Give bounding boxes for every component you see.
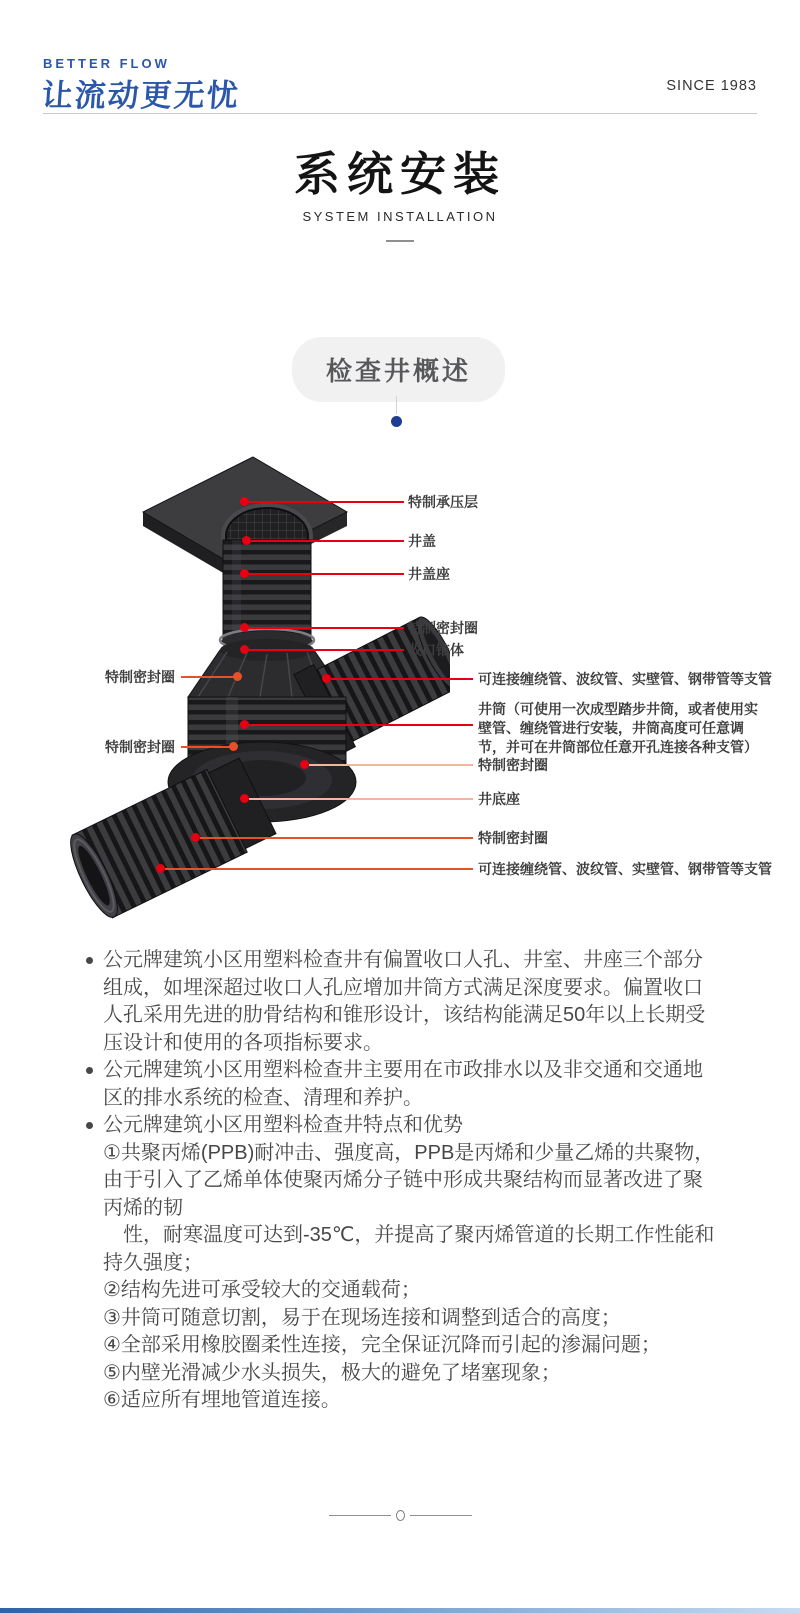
bullet-item [85, 947, 717, 1057]
footer-line-right [410, 1515, 472, 1517]
bullet-dot [86, 1067, 93, 1074]
footer-ring [396, 1510, 405, 1521]
bullet-item [85, 1057, 717, 1112]
bullet-text-usage: 公元牌建筑小区用塑料检查井主要用在市政排水以及非交通和交通地区的排水系统的检查、清理和养护。 [103, 1059, 703, 1109]
leader-line [200, 837, 473, 839]
bullet-dot [86, 1122, 93, 1129]
leader-line [249, 501, 404, 503]
bullet-text-advantages: 公元牌建筑小区用塑料检查井特点和优势 [103, 1114, 463, 1136]
anchor-dot [156, 864, 165, 873]
label-cone: 收口锥体 [408, 642, 464, 658]
anchor-dot [322, 674, 331, 683]
bullet-item [85, 1112, 717, 1140]
anchor-dot [240, 720, 249, 729]
shaft-note-line2: 壁管、缠绕管进行安装，井筒高度可任意调 [478, 720, 744, 736]
badge-connector-line [396, 396, 397, 414]
anchor-dot [240, 794, 249, 803]
anchor-dot [300, 760, 309, 769]
leader-line [249, 573, 404, 575]
label-bearing-layer: 特制承压层 [408, 494, 478, 510]
anchor-dot [240, 645, 249, 654]
anchor-dot [242, 536, 251, 545]
label-base: 井底座 [478, 791, 520, 807]
leader-line [249, 649, 404, 651]
inspection-well-diagram [0, 450, 800, 920]
anchor-dot [240, 623, 249, 632]
brand-logo: 让流动更无忧 [40, 78, 242, 113]
shaft-note-line3: 节，并可在井筒部位任意开孔连接各种支管） [478, 739, 758, 755]
title-ornament [386, 240, 414, 242]
label-seal-ring-top: 特制密封圈 [408, 620, 478, 636]
label-seal-ring-bottom: 特制密封圈 [478, 830, 548, 846]
footer-line-left [329, 1515, 391, 1517]
feature-item-3: ③井筒可随意切割，易于在现场连接和调整到适合的高度； [103, 1306, 621, 1329]
header [0, 0, 800, 114]
anchor-dot [240, 497, 249, 506]
leader-line [181, 676, 237, 678]
label-branch-top: 可连接缠绕管、波纹管、实壁管、钢带管等支管 [478, 671, 772, 687]
leader-line [165, 868, 473, 870]
feature-list [85, 1140, 717, 1415]
page-subtitle: SYSTEM INSTALLATION [302, 209, 498, 224]
anchor-dot [233, 672, 242, 681]
anchor-dot [240, 569, 249, 578]
shaft-note-line1: 井筒（可使用一次成型踏步井筒，或者使用实 [478, 701, 758, 717]
bottom-accent-bar [0, 1608, 800, 1613]
label-shaft-note [478, 700, 758, 757]
leader-line [331, 678, 473, 680]
leader-line [181, 746, 233, 748]
header-divider [43, 113, 757, 114]
feature-item-4: ④全部采用橡胶圈柔性连接，完全保证沉降而引起的渗漏问题； [103, 1334, 661, 1356]
label-cover: 井盖 [408, 533, 436, 549]
label-seal-left-2: 特制密封圈 [105, 739, 175, 755]
feature-item-2: ②结构先进可承受较大的交通载荷； [103, 1279, 421, 1301]
leader-line [249, 798, 473, 800]
bullet-dot [86, 957, 93, 964]
anchor-dot [191, 833, 200, 842]
since-label: SINCE 1983 [666, 78, 757, 94]
footer-ornament [0, 1510, 800, 1521]
feature-item-1: ①共聚丙烯(PPB)耐冲击、强度高，PPB是丙烯和少量乙烯的共聚物，由于引入了乙烯单体使聚丙烯分子链中形成共聚结构而显著改进了聚丙烯的韧 [103, 1141, 715, 1219]
brand-tagline: BETTER FLOW [43, 56, 170, 71]
description-section [85, 947, 717, 1415]
feature-item-5: ⑤内壁光滑减少水头损失，极大的避免了堵塞现象； [103, 1361, 561, 1384]
leader-line [249, 724, 473, 726]
leader-line [251, 540, 404, 542]
badge-connector-dot [391, 416, 402, 427]
label-branch-bottom: 可连接缠绕管、波纹管、实壁管、钢带管等支管 [478, 861, 772, 877]
feature-item-1b: 性，耐寒温度可达到-35℃，并提高了聚丙烯管道的长期工作性能和持久强度； [103, 1224, 715, 1274]
anchor-dot [229, 742, 238, 751]
leader-line [309, 764, 473, 766]
bullet-text-composition: 公元牌建筑小区用塑料检查井有偏置收口人孔、井室、井座三个部分组成，如埋深超过收口人孔应增加井筒方式满足深度要求。偏置收口人孔采用先进的肋骨结构和锥形设计，该结构能满足50年以上长期受压设计和使用的各项指标要求。 [103, 949, 706, 1054]
label-seal-ring-mid: 特制密封圈 [478, 757, 548, 773]
label-cover-seat: 井盖座 [408, 566, 450, 582]
section-badge: 检查井概述 [292, 337, 505, 402]
leader-line [249, 627, 404, 629]
label-seal-left-1: 特制密封圈 [105, 669, 175, 685]
page-title: 系统安装 [294, 148, 506, 200]
feature-item-6: ⑥适应所有埋地管道连接。 [103, 1389, 341, 1411]
